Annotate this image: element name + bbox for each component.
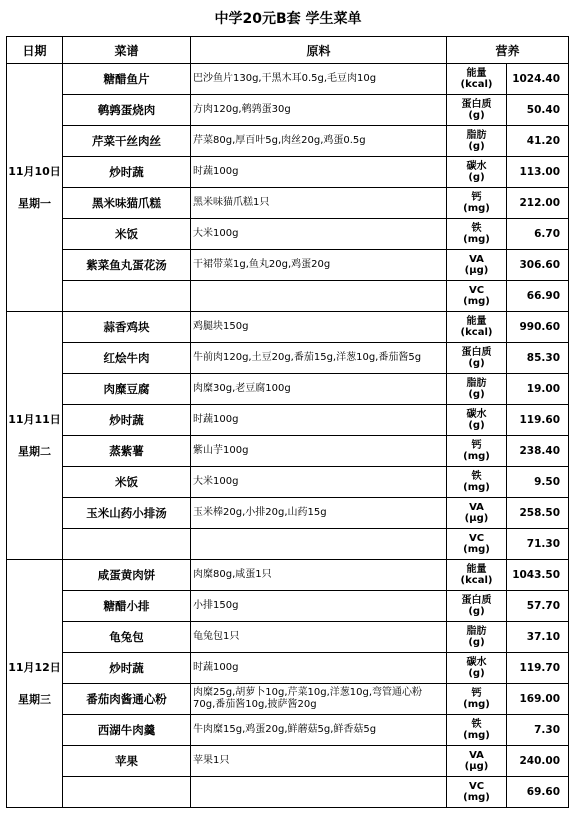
dish-name: 红烩牛肉 — [63, 343, 191, 374]
nutrient-label — [447, 715, 507, 746]
nutrient-value: 41.20 — [507, 126, 569, 157]
nutrient-label — [447, 653, 507, 684]
dish-name: 蒸紫薯 — [63, 436, 191, 467]
dish-name: 鹌鹑蛋烧肉 — [63, 95, 191, 126]
nutrient-label — [447, 684, 507, 715]
nutrient-unit: (kcal) — [460, 79, 493, 90]
table-row — [7, 405, 569, 436]
nutrient-name: VC — [468, 285, 485, 296]
nutrient-label — [447, 343, 507, 374]
ingredients-cell — [191, 777, 447, 808]
nutrient-value: 169.00 — [507, 684, 569, 715]
nutrient-name: VA — [469, 502, 484, 513]
nutrient-label — [447, 777, 507, 808]
dish-name: 肉糜豆腐 — [63, 374, 191, 405]
nutrient-label — [447, 219, 507, 250]
header-date: 日期 — [7, 37, 63, 64]
nutrient-name: 碳水 — [466, 409, 487, 420]
ingredients-cell: 小排150g — [191, 591, 447, 622]
nutrient-label — [447, 281, 507, 312]
dish-name: 玉米山药小排汤 — [63, 498, 191, 529]
nutrient-name: 脂肪 — [466, 378, 487, 389]
nutrient-name: 能量 — [466, 68, 487, 79]
ingredients-cell: 大米100g — [191, 467, 447, 498]
ingredients-cell — [191, 281, 447, 312]
dish-name: 西湖牛肉羹 — [63, 715, 191, 746]
ingredients-cell — [191, 529, 447, 560]
header-nutrition: 营养 — [447, 37, 569, 64]
nutrient-unit: (kcal) — [460, 575, 493, 586]
nutrient-value: 69.60 — [507, 777, 569, 808]
table-row — [7, 126, 569, 157]
dish-name: 米饭 — [63, 219, 191, 250]
nutrient-unit: (g) — [468, 389, 485, 400]
dish-name: 苹果 — [63, 746, 191, 777]
dish-name: 龟兔包 — [63, 622, 191, 653]
ingredients-cell: 肉糜30g,老豆腐100g — [191, 374, 447, 405]
dish-name: 炒时蔬 — [63, 405, 191, 436]
nutrient-unit: (g) — [468, 110, 485, 121]
nutrient-label — [447, 622, 507, 653]
nutrient-unit: (mg) — [463, 699, 490, 710]
nutrient-name: 脂肪 — [466, 130, 487, 141]
nutrient-label — [447, 250, 507, 281]
nutrient-unit: (mg) — [463, 296, 490, 307]
table-row — [7, 684, 569, 715]
nutrient-value: 990.60 — [507, 312, 569, 343]
date-text: 11月11日 — [8, 412, 61, 426]
table-row — [7, 188, 569, 219]
nutrient-name: 钙 — [471, 440, 482, 451]
nutrient-value: 7.30 — [507, 715, 569, 746]
date-cell — [7, 64, 63, 312]
dish-name: 咸蛋黄肉饼 — [63, 560, 191, 591]
ingredients-cell: 肉糜80g,咸蛋1只 — [191, 560, 447, 591]
nutrient-unit: (mg) — [463, 544, 490, 555]
dish-name: 米饭 — [63, 467, 191, 498]
nutrient-value: 50.40 — [507, 95, 569, 126]
ingredients-cell: 时蔬100g — [191, 157, 447, 188]
nutrient-unit: (kcal) — [460, 327, 493, 338]
nutrient-unit: (g) — [468, 606, 485, 617]
table-row — [7, 591, 569, 622]
nutrient-unit: (g) — [468, 141, 485, 152]
nutrient-unit: (mg) — [463, 792, 490, 803]
table-row — [7, 374, 569, 405]
menu-body — [7, 64, 569, 808]
nutrient-unit: (μg) — [464, 761, 489, 772]
nutrient-name: 铁 — [471, 719, 482, 730]
nutrient-value: 1024.40 — [507, 64, 569, 95]
ingredients-cell: 龟兔包1只 — [191, 622, 447, 653]
nutrient-label — [447, 312, 507, 343]
nutrient-value: 306.60 — [507, 250, 569, 281]
ingredients-cell: 紫山芋100g — [191, 436, 447, 467]
nutrient-name: 钙 — [471, 192, 482, 203]
dish-name: 芹菜干丝肉丝 — [63, 126, 191, 157]
page-title: 中学20元B套 学生菜单 — [214, 11, 362, 27]
dish-name — [63, 777, 191, 808]
nutrient-name: 蛋白质 — [461, 595, 492, 606]
nutrient-value: 258.50 — [507, 498, 569, 529]
nutrient-value: 66.90 — [507, 281, 569, 312]
nutrient-name: 脂肪 — [466, 626, 487, 637]
table-row — [7, 467, 569, 498]
menu-table — [6, 36, 569, 808]
nutrient-name: VA — [469, 254, 484, 265]
nutrient-unit: (μg) — [464, 265, 489, 276]
nutrient-unit: (mg) — [463, 451, 490, 462]
nutrient-value: 119.60 — [507, 405, 569, 436]
ingredients-cell: 牛肉糜15g,鸡蛋20g,鲜蘑菇5g,鲜香菇5g — [191, 715, 447, 746]
table-row — [7, 281, 569, 312]
ingredients-cell: 干裙带菜1g,鱼丸20g,鸡蛋20g — [191, 250, 447, 281]
nutrient-label — [447, 405, 507, 436]
nutrient-unit: (g) — [468, 172, 485, 183]
dish-name — [63, 281, 191, 312]
table-header-row — [7, 37, 569, 64]
ingredients-cell: 牛前肉120g,土豆20g,番茄15g,洋葱10g,番茄酱5g — [191, 343, 447, 374]
nutrient-name: VC — [468, 781, 485, 792]
table-row — [7, 64, 569, 95]
nutrient-label — [447, 746, 507, 777]
table-row — [7, 312, 569, 343]
nutrient-value: 238.40 — [507, 436, 569, 467]
nutrient-value: 212.00 — [507, 188, 569, 219]
nutrient-value: 1043.50 — [507, 560, 569, 591]
dish-name: 糖醋小排 — [63, 591, 191, 622]
nutrient-unit: (g) — [468, 420, 485, 431]
dish-name: 番茄肉酱通心粉 — [63, 684, 191, 715]
nutrient-value: 85.30 — [507, 343, 569, 374]
ingredients-cell: 芹菜80g,厚百叶5g,肉丝20g,鸡蛋0.5g — [191, 126, 447, 157]
nutrient-unit: (g) — [468, 637, 485, 648]
nutrient-name: VA — [469, 750, 484, 761]
nutrient-name: 能量 — [466, 316, 487, 327]
table-row — [7, 157, 569, 188]
dish-name: 紫菜鱼丸蛋花汤 — [63, 250, 191, 281]
dish-name — [63, 529, 191, 560]
nutrient-label — [447, 591, 507, 622]
nutrient-label — [447, 157, 507, 188]
nutrient-unit: (mg) — [463, 482, 490, 493]
nutrient-value: 57.70 — [507, 591, 569, 622]
nutrient-value: 240.00 — [507, 746, 569, 777]
nutrient-unit: (mg) — [463, 203, 490, 214]
nutrient-label — [447, 560, 507, 591]
dish-name: 糖醋鱼片 — [63, 64, 191, 95]
header-ingredients: 原料 — [191, 37, 447, 64]
header-dish: 菜谱 — [63, 37, 191, 64]
nutrient-unit: (g) — [468, 668, 485, 679]
nutrient-name: 能量 — [466, 564, 487, 575]
ingredients-cell: 玉米棒20g,小排20g,山药15g — [191, 498, 447, 529]
table-row — [7, 746, 569, 777]
nutrient-label — [447, 95, 507, 126]
nutrient-name: 碳水 — [466, 161, 487, 172]
nutrient-name: 蛋白质 — [461, 347, 492, 358]
date-text: 11月12日 — [8, 660, 61, 674]
weekday-text: 星期二 — [18, 444, 51, 458]
nutrient-unit: (μg) — [464, 513, 489, 524]
table-row — [7, 498, 569, 529]
dish-name: 蒜香鸡块 — [63, 312, 191, 343]
ingredients-cell: 方肉120g,鹌鹑蛋30g — [191, 95, 447, 126]
nutrient-value: 9.50 — [507, 467, 569, 498]
nutrient-value: 6.70 — [507, 219, 569, 250]
nutrient-label — [447, 436, 507, 467]
table-row — [7, 343, 569, 374]
table-row — [7, 250, 569, 281]
ingredients-cell: 时蔬100g — [191, 405, 447, 436]
nutrient-label — [447, 126, 507, 157]
nutrient-label — [447, 188, 507, 219]
ingredients-cell: 时蔬100g — [191, 653, 447, 684]
ingredients-cell: 鸡腿块150g — [191, 312, 447, 343]
date-cell — [7, 312, 63, 560]
nutrient-label — [447, 498, 507, 529]
weekday-text: 星期一 — [18, 196, 51, 210]
table-row — [7, 436, 569, 467]
table-row — [7, 560, 569, 591]
dish-name: 炒时蔬 — [63, 653, 191, 684]
ingredients-cell: 苹果1只 — [191, 746, 447, 777]
ingredients-cell: 肉糜25g,胡萝卜10g,芹菜10g,洋葱10g,弯管通心粉70g,番茄酱10g,披萨酱20g — [191, 684, 447, 715]
table-row — [7, 777, 569, 808]
nutrient-value: 19.00 — [507, 374, 569, 405]
ingredients-cell: 巴沙鱼片130g,干黑木耳0.5g,毛豆肉10g — [191, 64, 447, 95]
nutrient-name: 碳水 — [466, 657, 487, 668]
dish-name: 黑米味猫爪糕 — [63, 188, 191, 219]
nutrient-name: 钙 — [471, 688, 482, 699]
nutrient-value: 119.70 — [507, 653, 569, 684]
nutrient-unit: (mg) — [463, 234, 490, 245]
nutrient-unit: (mg) — [463, 730, 490, 741]
ingredients-cell: 大米100g — [191, 219, 447, 250]
table-row — [7, 95, 569, 126]
table-row — [7, 219, 569, 250]
nutrient-label — [447, 467, 507, 498]
nutrient-label — [447, 529, 507, 560]
table-row — [7, 715, 569, 746]
dish-name: 炒时蔬 — [63, 157, 191, 188]
table-row — [7, 622, 569, 653]
nutrient-name: 铁 — [471, 471, 482, 482]
nutrient-label — [447, 374, 507, 405]
nutrient-unit: (g) — [468, 358, 485, 369]
table-row — [7, 653, 569, 684]
ingredients-cell: 黑米味猫爪糕1只 — [191, 188, 447, 219]
nutrient-name: VC — [468, 533, 485, 544]
date-cell — [7, 560, 63, 808]
date-text: 11月10日 — [8, 164, 61, 178]
nutrient-label — [447, 64, 507, 95]
nutrient-value: 71.30 — [507, 529, 569, 560]
nutrient-name: 铁 — [471, 223, 482, 234]
table-row — [7, 529, 569, 560]
nutrient-name: 蛋白质 — [461, 99, 492, 110]
weekday-text: 星期三 — [18, 692, 51, 706]
nutrient-value: 37.10 — [507, 622, 569, 653]
nutrient-value: 113.00 — [507, 157, 569, 188]
